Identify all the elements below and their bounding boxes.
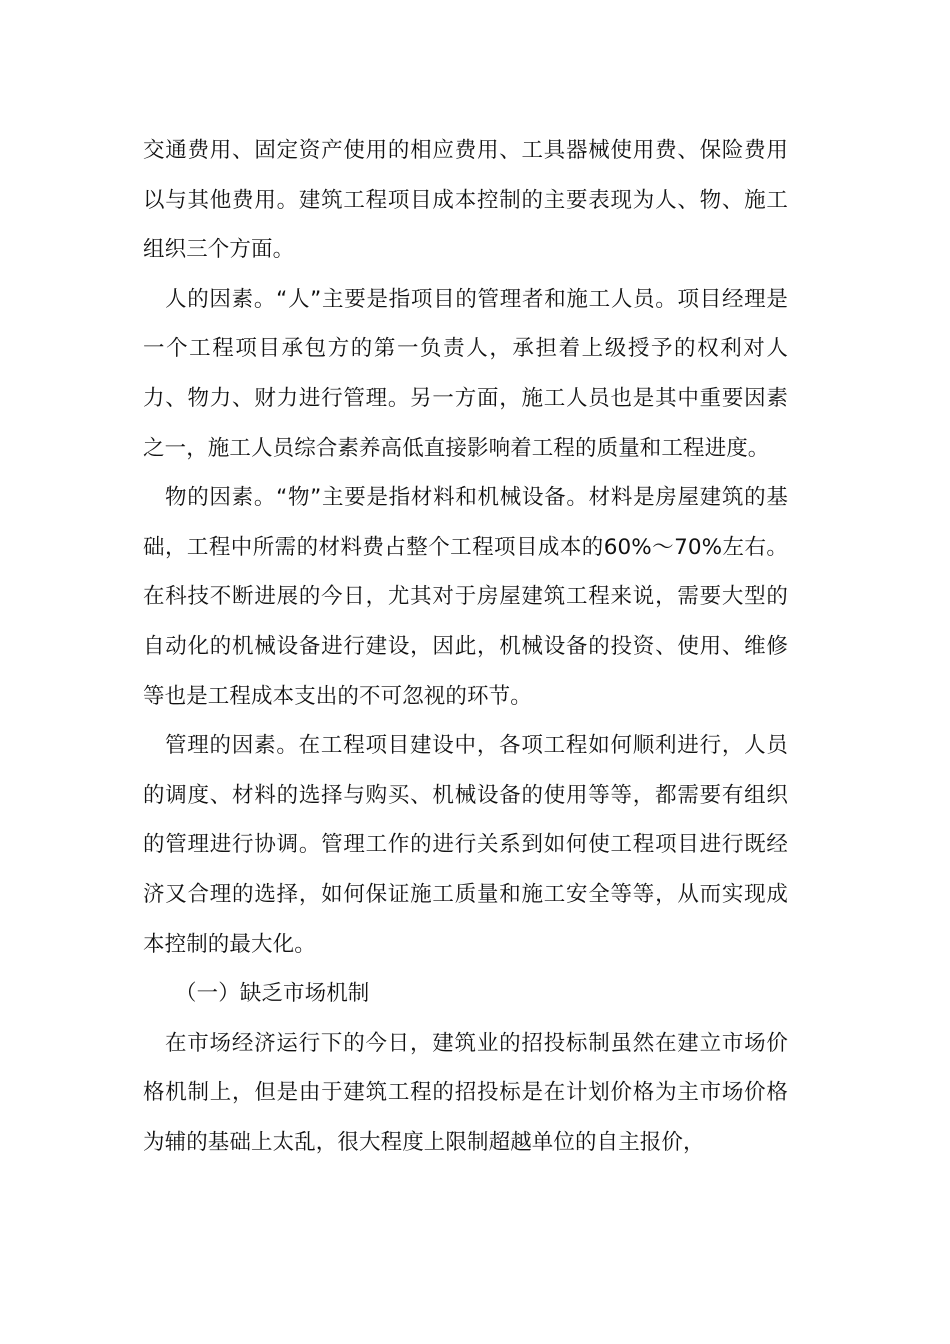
paragraph-material-factor: 物的因素。“物”主要是指材料和机械设备。材料是房屋建筑的基础，工程中所需的材料费占整个工程项目成本的60%～70%左右。在科技不断进展的今日，尤其对于房屋建筑工程来说，需要大型的自动化的机械设备进行建设，因此，机械设备的投资、使用、维修等也是工程成本支出的不可忽视的环节。 [143,485,788,709]
paragraph-costs: 交通费用、固定资产使用的相应费用、工具器械使用费、保险费用以与其他费用。建筑工程项目成本控制的主要表现为人、物、施工组织三个方面。 [143,138,788,263]
section-heading: （一）缺乏市场机制 [175,981,370,1007]
document-page [143,126,788,1167]
paragraph-human-factor: 人的因素。“人”主要是指项目的管理者和施工人员。项目经理是一个工程项目承包方的第一负责人，承担着上级授予的权利对人力、物力、财力进行管理。另一方面，施工人员也是其中重要因素之一，施工人员综合素养高低直接影响着工程的质量和工程进度。 [143,286,788,461]
paragraph-management-factor: 管理的因素。在工程项目建设中，各项工程如何顺利进行，人员的调度、材料的选择与购买、机械设备的使用等等，都需要有组织的管理进行协调。管理工作的进行关系到如何使工程项目进行既经济又合理的选择，如何保证施工质量和施工安全等等，从而实现成本控制的最大化。 [143,733,788,957]
paragraph-market-mechanism: 在市场经济运行下的今日，建筑业的招投标制虽然在建立市场价格机制上，但是由于建筑工程的招投标是在计划价格为主市场价格为辅的基础上太乱，很大程度上限制超越单位的自主报价， [143,1030,788,1155]
